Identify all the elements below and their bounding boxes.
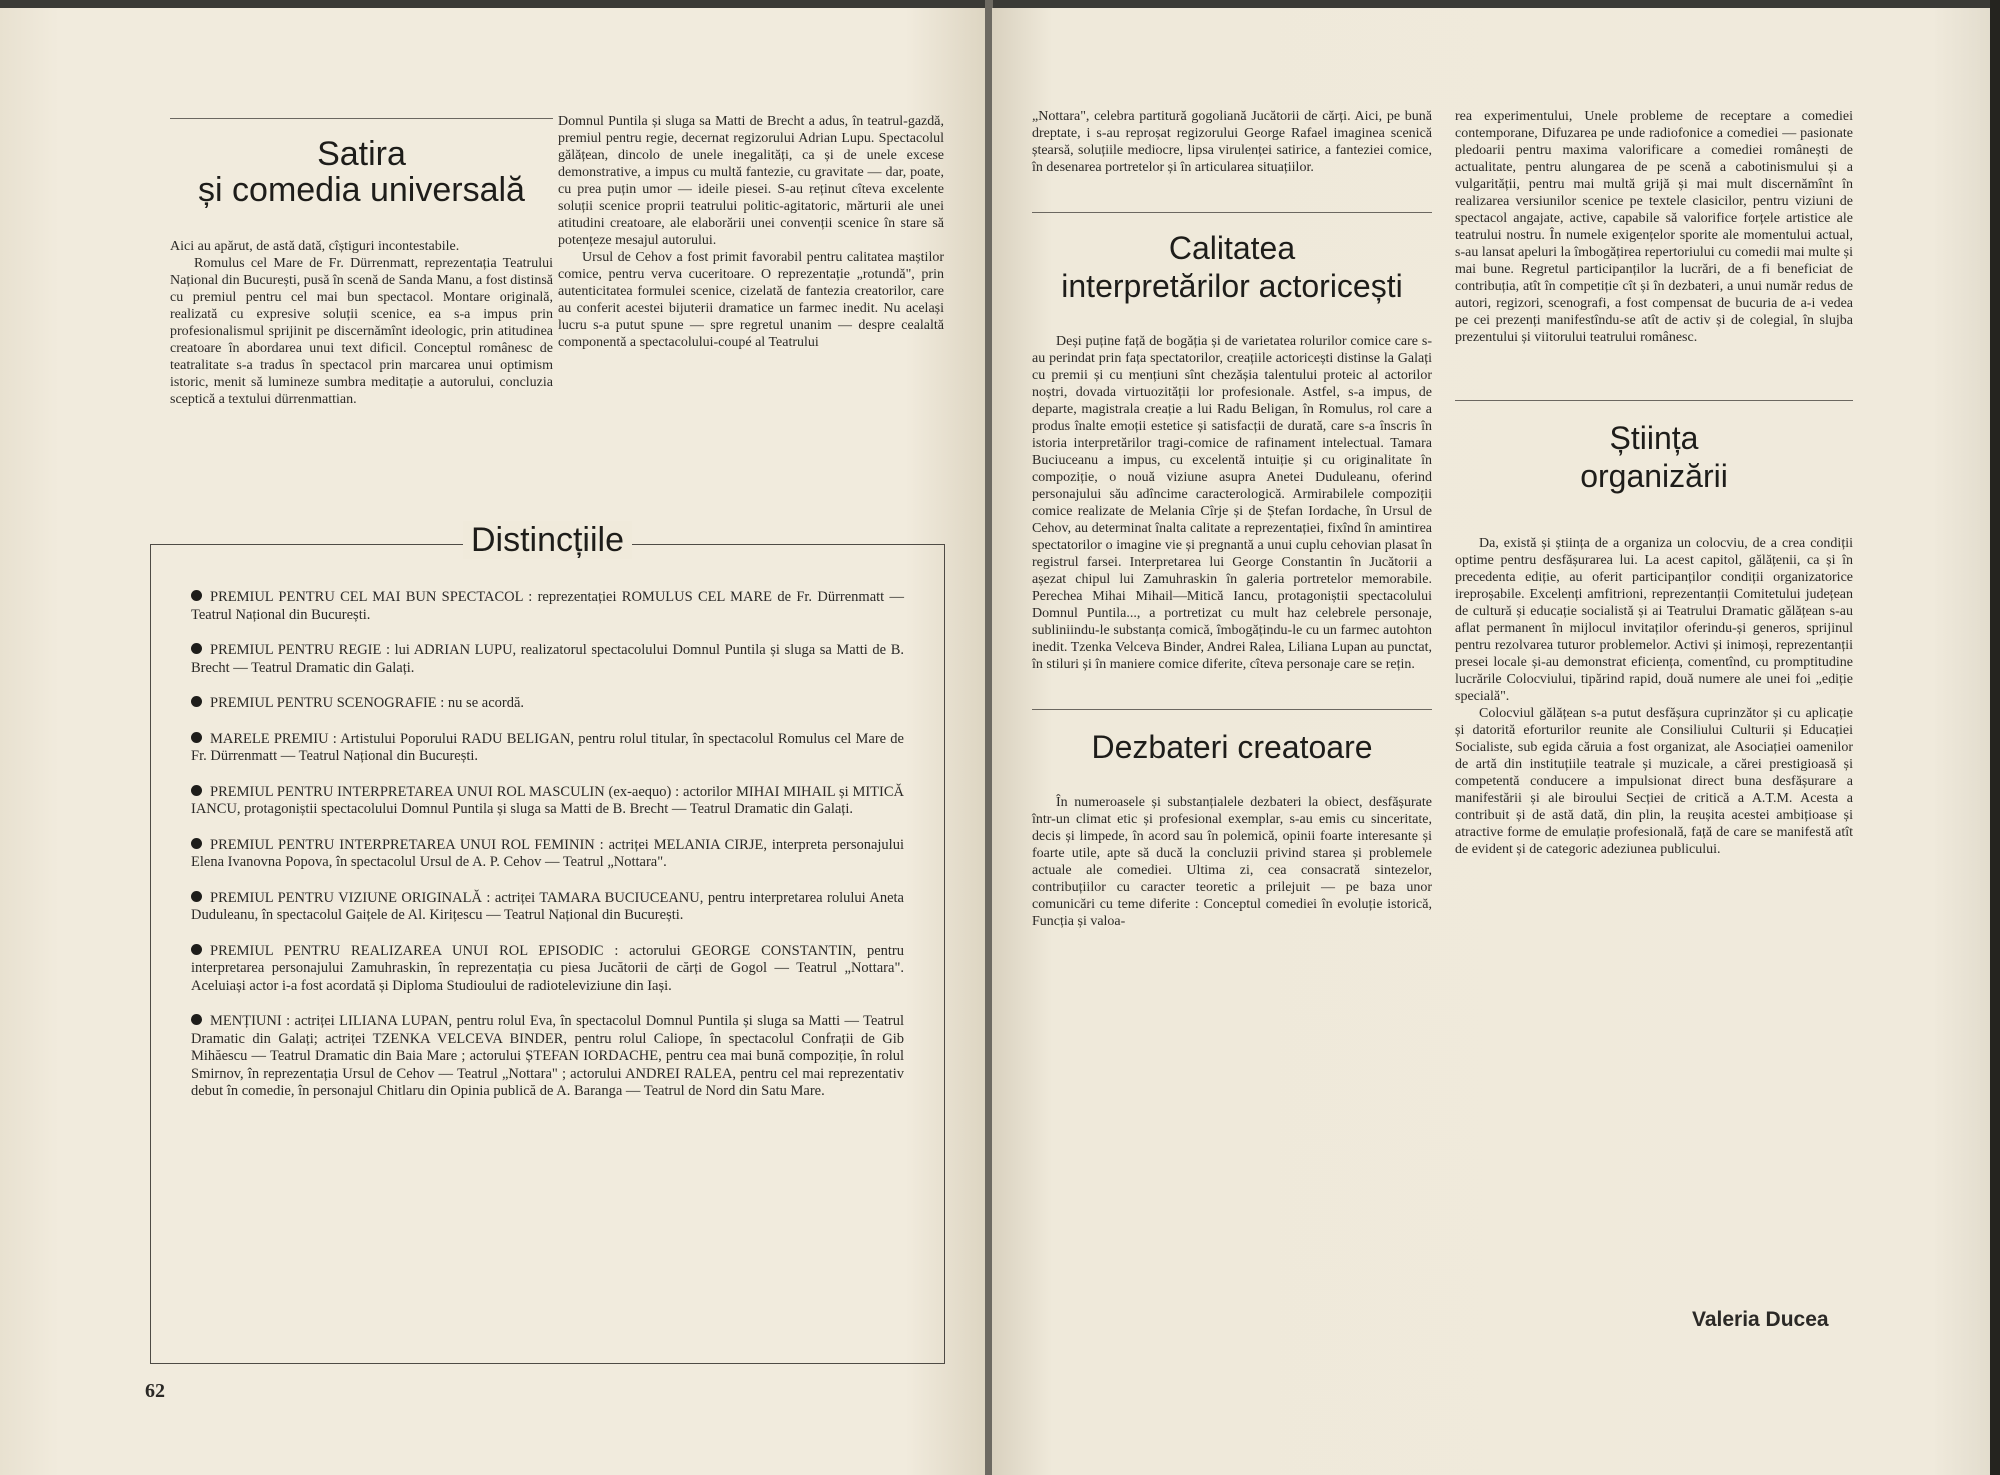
satira-heading: Satira și comedia universală [198,135,525,209]
bullet-icon [191,838,202,849]
right-column-1 [1032,108,1432,930]
stiinta-heading: Știința organizării [1580,420,1728,494]
page-edge [1990,0,2000,1475]
bullet-icon [191,590,202,601]
award-item: MARELE PREMIU : Artistului Poporului RADU BELIGAN, pentru rolul titular, în spectacolul Romulus cel Mare de Fr. Dürrenmatt — Teatrul Național din București. [191,730,904,764]
bullet-icon [191,785,202,796]
calitatea-heading: Calitatea interpretărilor actoricești [1061,230,1403,304]
divider [170,118,553,119]
award-item: PREMIUL PENTRU VIZIUNE ORIGINALĂ : actriței TAMARA BUCIUCEANU, pentru interpretarea rolului Aneta Duduleanu, în spectacolul Gaițele de Al. Kirițescu — Teatrul Național din București. [191,889,904,923]
distinctii-title: Distincțiile [151,521,944,560]
stiinta-paragraph: Da, există și știința de a organiza un colocviu, de a crea condiții optime pentru desfășurarea lui. La acest capitol, gălățenii, ca și în precedenta ediție, au oferit participanților condiții organizatorice ireproșabile. Excelenți amfitrioni, reprezentanții Comitetului județean de cultură și educație socialistă și ai Teatrului Dramatic gălățean s-au aflat permanent în mijlocul invitaților oferindu-și generos, sprijinul pentru rezolvarea tuturor problemelor. Activi și inimoși, reprezentanții presei locale și-au demonstrat eficiența, comentînd, cu promptitudine lucrările Colocviului, tipărind rapid, două numere ale unei foi „ediție specială". [1455,536,1853,704]
bullet-icon [191,891,202,902]
dezbateri-heading: Dezbateri creatoare [1091,729,1373,765]
divider [1032,709,1432,710]
bullet-icon [191,944,202,955]
calitatea-paragraph: Deși puține față de bogăția și de varietatea rolurilor comice care s-au perindat prin fața spectatorilor, creațiile actoricești distinse la Galați cu premii și cu mențiuni sînt chezășia talentului proteic al actorilor noștri, dovada virtuozității lor profesionale. Astfel, s-a impus, de departe, magistrala creație a lui Radu Beligan, în Romulus, rol care a produs înalte emoții estetice și satisfacții de durată, care s-a înscris în istoria interpretărilor tragi-comice de rafinament intelectual. Tamara Buciuceanu a impus, cu excelentă intuiție și cu originalitate în compoziție, o nouă viziune asupra Anetei Duduleanu, oferind personajului său adîncime caracterologică. Armirabilele compoziții comice realizate de Melania Cîrje și de Ștefan Iordache, în Ursul de Cehov, au determinat înalta calitate a reprezentației, fixînd în amintirea spectatorilor o imagine vie și pregnantă a unui cuplu cehovian plasat în registrul farsei. Interpretarea lui George Constantin în Jucătorii a așezat chipul lui Zamuhraskin în galeria portretelor memorabile. Perechea Mihai Mihail—Mitică Iancu, protagoniștii spectacolului Domnul Puntila..., a portretizat cu mult haz celebrele personaje, subliniindu-le substanța comică, îmbogățindu-le cu un farmec autohton inedit. Tzenka Velceva Binder, Andrei Ralea, Liliana Lupan au punctat, în stiluri și în maniere comice diferite, cîteva personaje care se rețin. [1032,334,1432,672]
satira-intro: Aici au apărut, de astă dată, cîștiguri incontestabile. [170,239,460,254]
right-column-2 [1455,108,1853,858]
page-number: 62 [145,1380,165,1402]
award-item: PREMIUL PENTRU CEL MAI BUN SPECTACOL : reprezentației ROMULUS CEL MARE de Fr. Dürrenmatt — Teatrul Național din București. [191,589,904,623]
award-item: MENȚIUNI : actriței LILIANA LUPAN, pentru rolul Eva, în spectacolul Domnul Puntila și sluga sa Matti — Teatrul Dramatic din Galați; actriței TZENKA VELCEVA BINDER, pentru rolul Caliope, în spectacolul Confrații de Gib Mihăescu — Teatrul Dramatic din Baia Mare ; actorului ȘTEFAN IORDACHE, pentru cea mai bună compoziție, în rolul Smirnov, în reprezentația Ursul de Cehov — Teatrul „Nottara" ; actorului ANDREI RALEA, pentru cel mai reprezentativ debut în comedie, în personajul Chitlaru din Opinia publică de A. Baranga — Teatrul de Nord din Satu Mare. [191,1013,904,1099]
bullet-icon [191,643,202,654]
distinctii-box [150,521,945,1364]
bullet-icon [191,732,202,743]
bullet-icon [191,1014,202,1025]
continued-paragraph: rea experimentului, Unele probleme de receptare a comediei contemporane, Difuzarea pe unde radiofonice a comediei — pasionate pledoarii pentru maxima valorificare a comediei românești de actualitate, pentru alungarea de pe scenă a cabotinismului și a vulgarității, pentru mai multă grijă și mai mult discernămînt în realizarea versiunilor scenice pe textele clasicilor, pentru viziuni de spectacol angajate, active, capabile să valorifice forțele artistice ale teatrului nostru. În numele exigențelor sporite ale momentului actual, s-au lansat apeluri la îmbogățirea repertoriului cu comedii mai multe și mai bune. Regretul participanților la lucrări, de a fi beneficiat de contribuția, atît în competiție cît și în dezbateri, a unui număr redus de autori, regizori, scenografi, a fost compensat de bucuria de a-i vedea pe cei prezenți manifestîndu-se atît de activ și de colegial, în slujba prezentului și viitorului teatrului românesc. [1455,109,1853,345]
dezbateri-paragraph: În numeroasele și substanțialele dezbateri la obiect, desfășurate într-un climat etic și profesional exemplar, s-au emis cu sinceritate, decis și limpede, în acord sau în polemică, opinii foarte interesante și foarte utile, apte să ducă la concluzii privind starea și problemele actuale ale comediei. Ultima zi, cea consacrată sintezelor, contribuțiilor cu caracter teoretic a prilejuit — pe baza unor comunicări cu teme diferite : Conceptul comediei în evoluție istorică, Funcția și valoa- [1032,795,1432,929]
award-item: PREMIUL PENTRU INTERPRETAREA UNUI ROL FEMININ : actriței MELANIA CIRJE, interpreta personajului Elena Ivanovna Popova, în spectacolul Ursul de A. P. Cehov — Teatrul „Nottara". [191,836,904,870]
award-item: PREMIUL PENTRU REALIZAREA UNUI ROL EPISODIC : actorului GEORGE CONSTANTIN, pentru interpretarea personajului Zamuhraskin, în reprezentația cu piesa Jucătorii de cărți de Gogol — Teatrul „Nottara". Aceluiași actor i-a fost acordată și Diploma Studioului de radioteleviziune din Iași. [191,942,904,994]
continued-paragraph: „Nottara", celebra partitură gogoliană Jucătorii de cărți. Aici, pe bună dreptate, i s-au reproșat regizorului George Rafael imaginea scenică ștearsă, soluțiile mediocre, lipsa virulenței satirice, a fanteziei comice, în desenarea portretelor și în articularea situațiilor. [1032,109,1432,175]
satira-paragraph: Ursul de Cehov a fost primit favorabil pentru calitatea maștilor comice, pentru verva cuceritoare. O reprezentație „rotundă", prin autenticitatea formulei scenice, cizelată de fantezia creatorilor, care au conferit acestei bijuterii dramatice un farmec inedit. Nu același lucru s-a putut spune — spre regretul unanim — despre cealaltă componentă a spectacolului-coupé al Teatrului [558,250,944,350]
divider [1455,400,1853,401]
award-item: PREMIUL PENTRU SCENOGRAFIE : nu se acordă. [191,695,904,713]
stiinta-paragraph: Colocviul gălățean s-a putut desfășura cuprinzător și cu aplicație și datorită eforturilor reunite ale Consiliului Culturii și Educației Socialiste, sub egida căruia a fost organizat, ale Asociației oamenilor de artă din instituțiile teatrale și muzicale, a cărei prestigioasă și competentă conducere a impulsionat direct buna desfășurare a manifestării și ale biroului Secției de critică a A.T.M. Acesta a contribuit și de astă dată, din plin, la reușita acestei ambițioase și atractive forme de emulație profesională, față de care se manifestă atît de evident și de categoric adeziunea publicului. [1455,706,1853,857]
right-page [992,8,1992,1475]
satira-section [170,136,553,408]
satira-continued [558,113,944,351]
divider [1032,212,1432,213]
award-item: PREMIUL PENTRU INTERPRETAREA UNUI ROL MASCULIN (ex-aequo) : actorilor MIHAI MIHAIL și MITICĂ IANCU, protagoniștii spectacolului Domnul Puntila și sluga sa Matti de B. Brecht — Teatrul Dramatic din Galați. [191,783,904,817]
author-signature: Valeria Ducea [1692,1308,1829,1331]
satira-paragraph: Domnul Puntila și sluga sa Matti de Brecht a adus, în teatrul-gazdă, premiul pentru regie, decernat regizorului Adrian Lupu. Spectacolul gălățean, dincolo de unele inegalități, ca și de unele excese demonstrative, a impus cu multă fantezie, cu gravitate — dar, poate, cu prea puțin umor — ideile piesei. S-au reținut cîteva excelente soluții scenice proprii teatrului politic-agitatoric, mărturii ale unei atitudini creatoare, ale elaborării unei convenții scenice în stare să potențeze mesajul autorului. [558,114,944,248]
satira-paragraph: Romulus cel Mare de Fr. Dürrenmatt, reprezentația Teatrului Național din București, pusă în scenă de Sanda Manu, a fost distinsă cu premiul pentru cel mai bun spectacol. Montare originală, realizată cu expresive soluții scenice, ea s-a impus prin profesionalismul sprijinit pe discernămînt ideologic, prin atitudinea creatoare în abordarea unui text dificil. Conceptul românesc de teatralitate s-a tradus în spectacol prin marcarea unui optimism istoric, menit să lumineze sumbra meditație a autorului, concluzia sceptică a textului dürrenmattian. [170,256,553,407]
bullet-icon [191,696,202,707]
award-item: PREMIUL PENTRU REGIE : lui ADRIAN LUPU, realizatorul spectacolului Domnul Puntila și sluga sa Matti de B. Brecht — Teatrul Dramatic din Galați. [191,642,904,676]
left-page [0,8,985,1475]
